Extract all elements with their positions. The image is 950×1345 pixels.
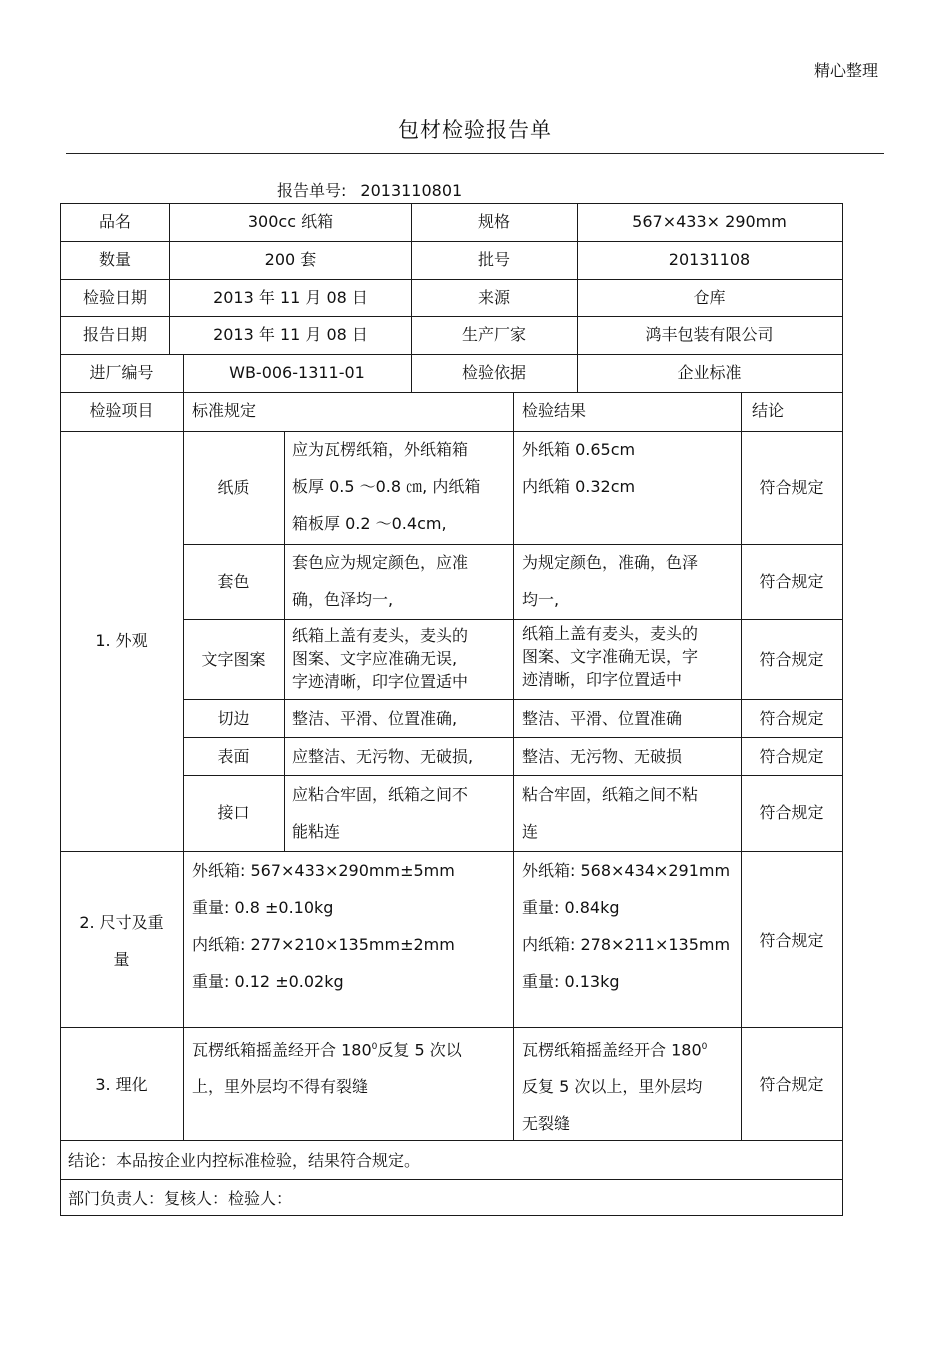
sub-item-joint: 接口 — [217, 803, 250, 822]
standard-color — [292, 544, 512, 618]
size-weight-standard-line: 重量: 0.8 ±0.10kg — [192, 898, 334, 917]
spec-label: 规格 — [477, 212, 510, 231]
size-weight-result-line: 内纸箱: 278×211×135mm — [522, 935, 731, 954]
result-surface: 整洁、无污物、无破损 — [522, 747, 683, 766]
col-header-standard: 标准规定 — [192, 401, 257, 420]
standard-text-pattern-line: 纸箱上盖有麦头，麦头的 — [292, 626, 469, 645]
physchem-result-text: 瓦楞纸箱摇盖经开合 180 — [522, 1040, 702, 1060]
conclusion-text-pattern: 符合规定 — [759, 650, 824, 669]
result-text-pattern-line: 图案、文字准确无误，字 — [522, 647, 699, 666]
batch-label: 批号 — [477, 250, 510, 269]
sub-item-color: 套色 — [217, 572, 250, 591]
result-paper — [522, 431, 740, 505]
final-conclusion: 结论：本品按企业内控标准检验，结果符合规定。 — [68, 1151, 421, 1170]
col-header-item: 检验项目 — [89, 401, 154, 420]
result-joint-line: 连 — [522, 822, 539, 841]
standard-text-pattern-line: 图案、文字应准确无误, — [292, 649, 458, 668]
result-text-pattern-line: 迹清晰，印字位置适中 — [522, 670, 683, 689]
physchem-conclusion: 符合规定 — [759, 1075, 824, 1094]
degree-mark: 0 — [371, 1042, 378, 1052]
conclusion-surface: 符合规定 — [759, 747, 824, 766]
standard-paper — [292, 431, 512, 542]
maker-value: 鸿丰包装有限公司 — [645, 325, 774, 344]
inspect-date-label: 检验日期 — [82, 288, 147, 307]
qty-value: 200 套 — [264, 250, 317, 269]
standard-text-pattern — [292, 624, 512, 693]
basis-value: 企业标准 — [677, 363, 742, 382]
name-value: 300cc 纸箱 — [247, 212, 334, 231]
size-weight-standard-line: 重量: 0.12 ±0.02kg — [192, 972, 344, 991]
size-weight-standard-line: 内纸箱: 277×210×135mm±2mm — [192, 935, 455, 954]
report-number — [277, 178, 476, 201]
physchem-standard-text: 瓦楞纸箱摇盖经开合 180 — [192, 1040, 372, 1060]
physchem-standard-text: 反复 5 次以 — [377, 1040, 462, 1060]
size-weight-result-line: 外纸箱: 568×434×291mm — [522, 861, 731, 880]
standard-surface: 应整洁、无污物、无破损, — [292, 747, 474, 766]
physchem-result — [522, 1029, 740, 1142]
size-weight-result — [522, 852, 752, 1000]
sub-item-paper: 纸质 — [217, 478, 250, 497]
appearance-label: 1. 外观 — [95, 631, 148, 650]
standard-paper-line: 箱板厚 0.2 ～0.4cm, — [292, 514, 447, 533]
size-weight-label — [60, 904, 183, 978]
conclusion-paper: 符合规定 — [759, 478, 824, 497]
result-joint-line: 粘合牢固，纸箱之间不粘 — [522, 785, 699, 804]
conclusion-edge: 符合规定 — [759, 709, 824, 728]
physchem-result-line1 — [522, 1029, 740, 1068]
report-number-value: 2013110801 — [360, 181, 463, 200]
size-weight-standard-line: 外纸箱: 567×433×290mm±5mm — [192, 861, 455, 880]
report-number-label: 报告单号: — [277, 181, 347, 200]
title-divider — [66, 153, 884, 154]
entry-no-label: 进厂编号 — [89, 363, 154, 382]
name-label: 品名 — [98, 212, 131, 231]
size-weight-result-line: 重量: 0.84kg — [522, 898, 620, 917]
standard-color-line: 确，色泽均一, — [292, 590, 394, 609]
signers: 部门负责人：复核人：检验人： — [68, 1189, 293, 1208]
standard-joint-line: 应粘合牢固，纸箱之间不 — [292, 785, 469, 804]
sub-item-surface: 表面 — [217, 747, 250, 766]
size-weight-label-line: 量 — [113, 950, 130, 969]
qty-label: 数量 — [98, 250, 131, 269]
result-color-line: 均一, — [522, 590, 560, 609]
result-text-pattern-line: 纸箱上盖有麦头，麦头的 — [522, 624, 699, 643]
report-date-value: 2013 年 11 月 08 日 — [213, 325, 368, 344]
col-header-conclusion: 结论 — [752, 401, 785, 420]
document-title: 包材检验报告单 — [398, 118, 552, 142]
inspect-date-value: 2013 年 11 月 08 日 — [213, 288, 368, 307]
size-weight-conclusion: 符合规定 — [759, 931, 824, 950]
degree-mark: 0 — [701, 1042, 708, 1052]
physchem-standard — [192, 1029, 512, 1105]
result-color — [522, 544, 740, 618]
source-value: 仓库 — [693, 288, 726, 307]
size-weight-label-line: 2. 尺寸及重 — [79, 913, 164, 932]
physchem-label: 3. 理化 — [95, 1075, 148, 1094]
result-edge: 整洁、平滑、位置准确 — [522, 709, 683, 728]
standard-paper-line: 板厚 0.5 ～0.8 ㎝, 内纸箱 — [292, 477, 481, 496]
conclusion-joint: 符合规定 — [759, 803, 824, 822]
physchem-result-line2: 反复 5 次以上，里外层均 — [522, 1077, 703, 1097]
spec-value: 567×433× 290mm — [632, 212, 787, 231]
sub-item-edge: 切边 — [217, 709, 250, 728]
sub-item-text-pattern: 文字图案 — [201, 650, 266, 669]
standard-joint — [292, 776, 512, 850]
report-date-label: 报告日期 — [82, 325, 147, 344]
standard-text-pattern-line: 字迹清晰，印字位置适中 — [292, 672, 469, 691]
result-color-line: 为规定颜色，准确，色泽 — [522, 553, 699, 572]
standard-paper-line: 应为瓦楞纸箱，外纸箱箱 — [292, 440, 469, 459]
result-text-pattern — [522, 622, 740, 691]
standard-joint-line: 能粘连 — [292, 822, 341, 841]
basis-label: 检验依据 — [461, 363, 526, 382]
result-paper-line: 外纸箱 0.65cm — [522, 440, 636, 459]
batch-value: 20131108 — [668, 250, 751, 269]
result-paper-line: 内纸箱 0.32cm — [522, 477, 636, 496]
header-note: 精心整理 — [813, 61, 878, 80]
standard-color-line: 套色应为规定颜色，应准 — [292, 553, 469, 572]
physchem-standard-line2: 上，里外层均不得有裂缝 — [192, 1077, 369, 1097]
maker-label: 生产厂家 — [461, 325, 526, 344]
size-weight-standard — [192, 852, 512, 1000]
result-joint — [522, 776, 740, 850]
physchem-result-line3: 无裂缝 — [522, 1114, 571, 1134]
source-label: 来源 — [477, 288, 510, 307]
size-weight-result-line: 重量: 0.13kg — [522, 972, 620, 991]
col-header-result: 检验结果 — [522, 401, 587, 420]
conclusion-color: 符合规定 — [759, 572, 824, 591]
standard-edge: 整洁、平滑、位置准确, — [292, 709, 458, 728]
entry-no-value: WB-006-1311-01 — [229, 363, 365, 382]
physchem-standard-line1 — [192, 1029, 512, 1068]
